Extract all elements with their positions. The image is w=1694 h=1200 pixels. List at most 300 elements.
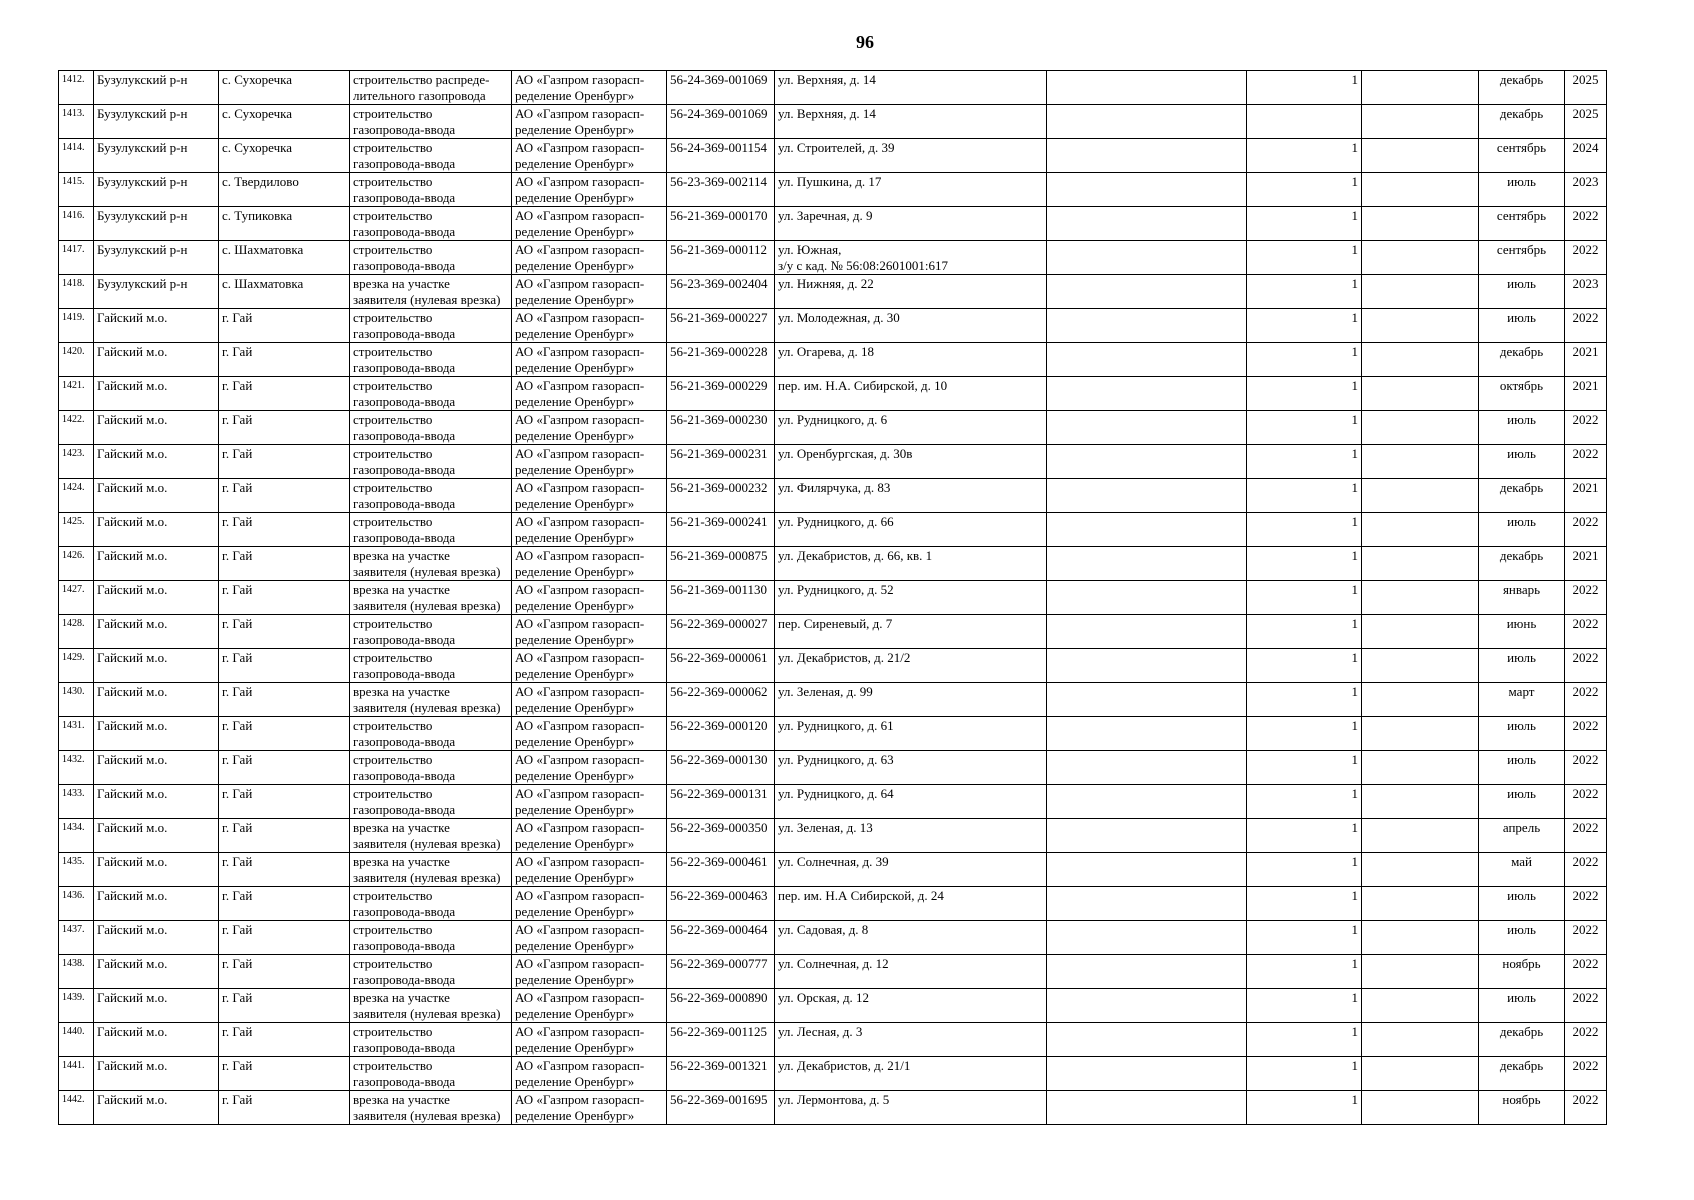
address-cell bbox=[775, 105, 1047, 139]
address-cell-line: ул. Солнечная, д. 12 bbox=[778, 956, 889, 971]
district-cell: Гайский м.о. bbox=[94, 343, 219, 377]
organization-cell-line: ределение Оренбург» bbox=[515, 666, 635, 681]
object-code-cell: 56-22-369-000464 bbox=[667, 921, 775, 955]
address-cell bbox=[775, 615, 1047, 649]
work-type-cell bbox=[350, 649, 512, 683]
table-row bbox=[59, 139, 1607, 173]
empty-cell bbox=[1047, 513, 1247, 547]
month-cell: март bbox=[1479, 683, 1565, 717]
empty-cell bbox=[1047, 921, 1247, 955]
address-cell bbox=[775, 785, 1047, 819]
district-cell: Бузулукский р-н bbox=[94, 105, 219, 139]
address-cell-line: ул. Лермонтова, д. 5 bbox=[778, 1092, 890, 1107]
work-type-cell-line: газопровода-ввода bbox=[353, 734, 456, 749]
district-cell: Бузулукский р-н bbox=[94, 71, 219, 105]
organization-cell-line: АО «Газпром газорасп- bbox=[515, 276, 645, 291]
object-code-cell: 56-22-369-001125 bbox=[667, 1023, 775, 1057]
settlement-cell: г. Гай bbox=[219, 513, 350, 547]
month-cell: сентябрь bbox=[1479, 207, 1565, 241]
work-type-cell bbox=[350, 683, 512, 717]
work-type-cell-line: заявителя (нулевая врезка) bbox=[353, 1108, 501, 1123]
row-number-cell: 1442. bbox=[59, 1091, 94, 1125]
year-cell: 2021 bbox=[1565, 479, 1607, 513]
organization-cell bbox=[512, 309, 667, 343]
organization-cell-line: АО «Газпром газорасп- bbox=[515, 412, 645, 427]
district-cell: Гайский м.о. bbox=[94, 411, 219, 445]
work-type-cell bbox=[350, 173, 512, 207]
work-type-cell-line: строительство bbox=[353, 1024, 433, 1039]
table-row bbox=[59, 411, 1607, 445]
district-cell: Гайский м.о. bbox=[94, 1057, 219, 1091]
work-type-cell bbox=[350, 139, 512, 173]
settlement-cell: г. Гай bbox=[219, 955, 350, 989]
organization-cell bbox=[512, 955, 667, 989]
settlement-cell: с. Тупиковка bbox=[219, 207, 350, 241]
year-cell: 2022 bbox=[1565, 989, 1607, 1023]
organization-cell-line: ределение Оренбург» bbox=[515, 292, 635, 307]
work-type-cell-line: заявителя (нулевая врезка) bbox=[353, 598, 501, 613]
table-row bbox=[59, 241, 1607, 275]
empty-cell bbox=[1047, 139, 1247, 173]
empty-cell bbox=[1047, 615, 1247, 649]
object-code-cell: 56-23-369-002114 bbox=[667, 173, 775, 207]
work-type-cell bbox=[350, 1023, 512, 1057]
address-cell-line: ул. Зеленая, д. 99 bbox=[778, 684, 873, 699]
address-cell-line: ул. Солнечная, д. 39 bbox=[778, 854, 889, 869]
organization-cell-line: АО «Газпром газорасп- bbox=[515, 990, 645, 1005]
count-cell: 1 bbox=[1247, 887, 1362, 921]
address-cell bbox=[775, 649, 1047, 683]
empty-cell bbox=[1047, 989, 1247, 1023]
organization-cell bbox=[512, 207, 667, 241]
work-type-cell-line: строительство bbox=[353, 242, 433, 257]
organization-cell-line: ределение Оренбург» bbox=[515, 360, 635, 375]
count-cell: 1 bbox=[1247, 241, 1362, 275]
organization-cell-line: ределение Оренбург» bbox=[515, 1006, 635, 1021]
year-cell: 2021 bbox=[1565, 547, 1607, 581]
address-cell bbox=[775, 921, 1047, 955]
empty-cell bbox=[1047, 445, 1247, 479]
year-cell: 2022 bbox=[1565, 751, 1607, 785]
object-code-cell: 56-22-369-000461 bbox=[667, 853, 775, 887]
organization-cell bbox=[512, 1023, 667, 1057]
work-type-cell-line: газопровода-ввода bbox=[353, 190, 456, 205]
work-type-cell-line: газопровода-ввода bbox=[353, 394, 456, 409]
empty-cell bbox=[1047, 275, 1247, 309]
work-type-cell-line: заявителя (нулевая врезка) bbox=[353, 292, 501, 307]
row-number-cell: 1422. bbox=[59, 411, 94, 445]
count-cell: 1 bbox=[1247, 445, 1362, 479]
organization-cell-line: ределение Оренбург» bbox=[515, 938, 635, 953]
empty-cell bbox=[1362, 819, 1479, 853]
empty-cell bbox=[1362, 887, 1479, 921]
work-type-cell bbox=[350, 309, 512, 343]
row-number-cell: 1418. bbox=[59, 275, 94, 309]
year-cell: 2022 bbox=[1565, 241, 1607, 275]
organization-cell-line: ределение Оренбург» bbox=[515, 836, 635, 851]
organization-cell-line: АО «Газпром газорасп- bbox=[515, 480, 645, 495]
month-cell: июль bbox=[1479, 751, 1565, 785]
empty-cell bbox=[1047, 887, 1247, 921]
organization-cell bbox=[512, 445, 667, 479]
organization-cell bbox=[512, 139, 667, 173]
object-code-cell: 56-22-369-000463 bbox=[667, 887, 775, 921]
address-cell bbox=[775, 887, 1047, 921]
object-code-cell: 56-21-369-000170 bbox=[667, 207, 775, 241]
work-type-cell-line: строительство bbox=[353, 786, 433, 801]
district-cell: Гайский м.о. bbox=[94, 921, 219, 955]
empty-cell bbox=[1047, 683, 1247, 717]
organization-cell bbox=[512, 887, 667, 921]
year-cell: 2024 bbox=[1565, 139, 1607, 173]
address-cell-line: ул. Лесная, д. 3 bbox=[778, 1024, 863, 1039]
table-row bbox=[59, 751, 1607, 785]
count-cell: 1 bbox=[1247, 309, 1362, 343]
address-cell bbox=[775, 71, 1047, 105]
empty-cell bbox=[1047, 479, 1247, 513]
settlement-cell: г. Гай bbox=[219, 615, 350, 649]
work-type-cell-line: строительство bbox=[353, 956, 433, 971]
count-cell: 1 bbox=[1247, 1091, 1362, 1125]
row-number-cell: 1424. bbox=[59, 479, 94, 513]
organization-cell-line: ределение Оренбург» bbox=[515, 564, 635, 579]
year-cell: 2022 bbox=[1565, 955, 1607, 989]
organization-cell-line: ределение Оренбург» bbox=[515, 224, 635, 239]
district-cell: Гайский м.о. bbox=[94, 989, 219, 1023]
organization-cell bbox=[512, 173, 667, 207]
address-cell bbox=[775, 275, 1047, 309]
work-type-cell-line: строительство распреде- bbox=[353, 72, 490, 87]
object-code-cell: 56-22-369-000130 bbox=[667, 751, 775, 785]
table-row bbox=[59, 173, 1607, 207]
count-cell: 1 bbox=[1247, 343, 1362, 377]
organization-cell-line: АО «Газпром газорасп- bbox=[515, 582, 645, 597]
count-cell: 1 bbox=[1247, 547, 1362, 581]
year-cell: 2021 bbox=[1565, 343, 1607, 377]
organization-cell bbox=[512, 921, 667, 955]
district-cell: Гайский м.о. bbox=[94, 479, 219, 513]
object-code-cell: 56-24-369-001069 bbox=[667, 105, 775, 139]
count-cell: 1 bbox=[1247, 989, 1362, 1023]
address-cell bbox=[775, 173, 1047, 207]
table-row bbox=[59, 1023, 1607, 1057]
month-cell: декабрь bbox=[1479, 547, 1565, 581]
organization-cell bbox=[512, 649, 667, 683]
organization-cell bbox=[512, 819, 667, 853]
year-cell: 2022 bbox=[1565, 683, 1607, 717]
object-code-cell: 56-22-369-000350 bbox=[667, 819, 775, 853]
organization-cell-line: АО «Газпром газорасп- bbox=[515, 752, 645, 767]
settlement-cell: с. Сухоречка bbox=[219, 105, 350, 139]
row-number-cell: 1412. bbox=[59, 71, 94, 105]
empty-cell bbox=[1362, 1057, 1479, 1091]
organization-cell-line: ределение Оренбург» bbox=[515, 122, 635, 137]
empty-cell bbox=[1047, 71, 1247, 105]
work-type-cell-line: строительство bbox=[353, 514, 433, 529]
district-cell: Гайский м.о. bbox=[94, 683, 219, 717]
organization-cell-line: АО «Газпром газорасп- bbox=[515, 1024, 645, 1039]
object-code-cell: 56-21-369-000229 bbox=[667, 377, 775, 411]
table-row bbox=[59, 547, 1607, 581]
work-type-cell-line: газопровода-ввода bbox=[353, 428, 456, 443]
organization-cell-line: АО «Газпром газорасп- bbox=[515, 718, 645, 733]
empty-cell bbox=[1047, 1057, 1247, 1091]
organization-cell-line: АО «Газпром газорасп- bbox=[515, 208, 645, 223]
row-number-cell: 1416. bbox=[59, 207, 94, 241]
address-cell bbox=[775, 343, 1047, 377]
empty-cell bbox=[1047, 717, 1247, 751]
table-row bbox=[59, 615, 1607, 649]
empty-cell bbox=[1047, 581, 1247, 615]
month-cell: ноябрь bbox=[1479, 1091, 1565, 1125]
work-type-cell bbox=[350, 343, 512, 377]
row-number-cell: 1420. bbox=[59, 343, 94, 377]
table-row bbox=[59, 649, 1607, 683]
organization-cell bbox=[512, 377, 667, 411]
object-code-cell: 56-21-369-000875 bbox=[667, 547, 775, 581]
empty-cell bbox=[1362, 139, 1479, 173]
organization-cell-line: АО «Газпром газорасп- bbox=[515, 72, 645, 87]
work-type-cell-line: заявителя (нулевая врезка) bbox=[353, 836, 501, 851]
empty-cell bbox=[1362, 615, 1479, 649]
organization-cell-line: АО «Газпром газорасп- bbox=[515, 446, 645, 461]
work-type-cell-line: строительство bbox=[353, 344, 433, 359]
count-cell: 1 bbox=[1247, 581, 1362, 615]
address-cell bbox=[775, 207, 1047, 241]
object-code-cell: 56-21-369-000232 bbox=[667, 479, 775, 513]
object-code-cell: 56-21-369-000228 bbox=[667, 343, 775, 377]
district-cell: Гайский м.о. bbox=[94, 717, 219, 751]
organization-cell-line: ределение Оренбург» bbox=[515, 496, 635, 511]
empty-cell bbox=[1362, 921, 1479, 955]
organization-cell-line: ределение Оренбург» bbox=[515, 530, 635, 545]
work-type-cell bbox=[350, 785, 512, 819]
count-cell: 1 bbox=[1247, 479, 1362, 513]
count-cell bbox=[1247, 105, 1362, 139]
month-cell: сентябрь bbox=[1479, 241, 1565, 275]
work-type-cell-line: газопровода-ввода bbox=[353, 632, 456, 647]
organization-cell-line: ределение Оренбург» bbox=[515, 904, 635, 919]
row-number-cell: 1415. bbox=[59, 173, 94, 207]
address-cell-line: ул. Рудницкого, д. 66 bbox=[778, 514, 894, 529]
count-cell: 1 bbox=[1247, 173, 1362, 207]
organization-cell-line: АО «Газпром газорасп- bbox=[515, 888, 645, 903]
work-type-cell-line: газопровода-ввода bbox=[353, 904, 456, 919]
address-cell-line: ул. Нижняя, д. 22 bbox=[778, 276, 874, 291]
district-cell: Гайский м.о. bbox=[94, 309, 219, 343]
empty-cell bbox=[1362, 513, 1479, 547]
organization-cell-line: ределение Оренбург» bbox=[515, 88, 635, 103]
count-cell: 1 bbox=[1247, 275, 1362, 309]
work-type-cell bbox=[350, 411, 512, 445]
address-cell bbox=[775, 377, 1047, 411]
work-type-cell bbox=[350, 717, 512, 751]
empty-cell bbox=[1047, 649, 1247, 683]
table-row bbox=[59, 581, 1607, 615]
work-type-cell-line: врезка на участке bbox=[353, 820, 450, 835]
year-cell: 2022 bbox=[1565, 207, 1607, 241]
count-cell: 1 bbox=[1247, 819, 1362, 853]
settlement-cell: г. Гай bbox=[219, 547, 350, 581]
address-cell-line: ул. Огарева, д. 18 bbox=[778, 344, 875, 359]
work-type-cell-line: врезка на участке bbox=[353, 854, 450, 869]
organization-cell-line: ределение Оренбург» bbox=[515, 632, 635, 647]
organization-cell-line: ределение Оренбург» bbox=[515, 734, 635, 749]
address-cell bbox=[775, 241, 1047, 275]
count-cell: 1 bbox=[1247, 615, 1362, 649]
empty-cell bbox=[1362, 207, 1479, 241]
address-cell-line: ул. Садовая, д. 8 bbox=[778, 922, 869, 937]
work-type-cell-line: заявителя (нулевая врезка) bbox=[353, 1006, 501, 1021]
empty-cell bbox=[1362, 989, 1479, 1023]
work-type-cell-line: заявителя (нулевая врезка) bbox=[353, 870, 501, 885]
address-cell bbox=[775, 683, 1047, 717]
work-type-cell-line: заявителя (нулевая врезка) bbox=[353, 564, 501, 579]
object-code-cell: 56-23-369-002404 bbox=[667, 275, 775, 309]
month-cell: июль bbox=[1479, 887, 1565, 921]
work-type-cell bbox=[350, 275, 512, 309]
district-cell: Гайский м.о. bbox=[94, 513, 219, 547]
year-cell: 2022 bbox=[1565, 1023, 1607, 1057]
district-cell: Бузулукский р-н bbox=[94, 275, 219, 309]
year-cell: 2022 bbox=[1565, 1057, 1607, 1091]
organization-cell-line: ределение Оренбург» bbox=[515, 326, 635, 341]
work-type-cell-line: строительство bbox=[353, 718, 433, 733]
district-cell: Гайский м.о. bbox=[94, 1023, 219, 1057]
empty-cell bbox=[1362, 71, 1479, 105]
settlement-cell: г. Гай bbox=[219, 343, 350, 377]
organization-cell-line: ределение Оренбург» bbox=[515, 258, 635, 273]
organization-cell bbox=[512, 105, 667, 139]
work-type-cell-line: газопровода-ввода bbox=[353, 360, 456, 375]
organization-cell-line: ределение Оренбург» bbox=[515, 1108, 635, 1123]
empty-cell bbox=[1047, 105, 1247, 139]
work-type-cell-line: строительство bbox=[353, 140, 433, 155]
organization-cell-line: ределение Оренбург» bbox=[515, 394, 635, 409]
row-number-cell: 1432. bbox=[59, 751, 94, 785]
empty-cell bbox=[1362, 309, 1479, 343]
row-number-cell: 1436. bbox=[59, 887, 94, 921]
organization-cell-line: АО «Газпром газорасп- bbox=[515, 140, 645, 155]
work-type-cell-line: строительство bbox=[353, 888, 433, 903]
empty-cell bbox=[1047, 309, 1247, 343]
year-cell: 2022 bbox=[1565, 411, 1607, 445]
work-type-cell-line: газопровода-ввода bbox=[353, 122, 456, 137]
empty-cell bbox=[1362, 377, 1479, 411]
work-type-cell-line: строительство bbox=[353, 310, 433, 325]
settlement-cell: с. Шахматовка bbox=[219, 275, 350, 309]
year-cell: 2022 bbox=[1565, 887, 1607, 921]
month-cell: декабрь bbox=[1479, 479, 1565, 513]
object-code-cell: 56-22-369-000062 bbox=[667, 683, 775, 717]
address-cell bbox=[775, 513, 1047, 547]
settlement-cell: г. Гай bbox=[219, 581, 350, 615]
empty-cell bbox=[1362, 547, 1479, 581]
month-cell: июль bbox=[1479, 717, 1565, 751]
count-cell: 1 bbox=[1247, 785, 1362, 819]
organization-cell-line: АО «Газпром газорасп- bbox=[515, 922, 645, 937]
organization-cell bbox=[512, 1057, 667, 1091]
organization-cell-line: ределение Оренбург» bbox=[515, 1040, 635, 1055]
empty-cell bbox=[1362, 581, 1479, 615]
year-cell: 2021 bbox=[1565, 377, 1607, 411]
district-cell: Гайский м.о. bbox=[94, 785, 219, 819]
work-type-cell-line: строительство bbox=[353, 412, 433, 427]
organization-cell bbox=[512, 989, 667, 1023]
count-cell: 1 bbox=[1247, 1057, 1362, 1091]
organization-cell-line: ределение Оренбург» bbox=[515, 700, 635, 715]
empty-cell bbox=[1362, 241, 1479, 275]
table-row bbox=[59, 819, 1607, 853]
month-cell: июль bbox=[1479, 411, 1565, 445]
month-cell: ноябрь bbox=[1479, 955, 1565, 989]
organization-cell-line: ределение Оренбург» bbox=[515, 1074, 635, 1089]
organization-cell-line: ределение Оренбург» bbox=[515, 768, 635, 783]
empty-cell bbox=[1362, 105, 1479, 139]
organization-cell-line: ределение Оренбург» bbox=[515, 972, 635, 987]
work-type-cell-line: строительство bbox=[353, 480, 433, 495]
settlement-cell: г. Гай bbox=[219, 819, 350, 853]
address-cell-line: ул. Заречная, д. 9 bbox=[778, 208, 873, 223]
district-cell: Бузулукский р-н bbox=[94, 207, 219, 241]
address-cell-line: пер. им. Н.А Сибирской, д. 24 bbox=[778, 888, 944, 903]
work-type-cell-line: газопровода-ввода bbox=[353, 326, 456, 341]
work-type-cell bbox=[350, 581, 512, 615]
address-cell-line: ул. Рудницкого, д. 52 bbox=[778, 582, 894, 597]
work-type-cell-line: газопровода-ввода bbox=[353, 768, 456, 783]
address-cell-line: пер. Сиреневый, д. 7 bbox=[778, 616, 893, 631]
work-type-cell bbox=[350, 547, 512, 581]
empty-cell bbox=[1047, 819, 1247, 853]
row-number-cell: 1423. bbox=[59, 445, 94, 479]
address-cell-line: ул. Южная, bbox=[778, 242, 842, 257]
month-cell: июль bbox=[1479, 989, 1565, 1023]
work-type-cell-line: строительство bbox=[353, 378, 433, 393]
work-type-cell-line: врезка на участке bbox=[353, 548, 450, 563]
work-type-cell-line: строительство bbox=[353, 208, 433, 223]
organization-cell-line: АО «Газпром газорасп- bbox=[515, 684, 645, 699]
work-type-cell-line: врезка на участке bbox=[353, 684, 450, 699]
organization-cell-line: АО «Газпром газорасп- bbox=[515, 616, 645, 631]
count-cell: 1 bbox=[1247, 71, 1362, 105]
address-cell bbox=[775, 1023, 1047, 1057]
empty-cell bbox=[1362, 411, 1479, 445]
work-type-cell bbox=[350, 955, 512, 989]
month-cell: сентябрь bbox=[1479, 139, 1565, 173]
object-code-cell: 56-24-369-001069 bbox=[667, 71, 775, 105]
work-type-cell-line: строительство bbox=[353, 174, 433, 189]
organization-cell bbox=[512, 241, 667, 275]
month-cell: октябрь bbox=[1479, 377, 1565, 411]
work-type-cell bbox=[350, 377, 512, 411]
object-code-cell: 56-22-369-001321 bbox=[667, 1057, 775, 1091]
empty-cell bbox=[1362, 275, 1479, 309]
empty-cell bbox=[1047, 411, 1247, 445]
organization-cell-line: АО «Газпром газорасп- bbox=[515, 1058, 645, 1073]
table-row bbox=[59, 105, 1607, 139]
empty-cell bbox=[1362, 717, 1479, 751]
empty-cell bbox=[1362, 1091, 1479, 1125]
object-code-cell: 56-24-369-001154 bbox=[667, 139, 775, 173]
object-code-cell: 56-22-369-000131 bbox=[667, 785, 775, 819]
empty-cell bbox=[1047, 377, 1247, 411]
year-cell: 2022 bbox=[1565, 853, 1607, 887]
month-cell: май bbox=[1479, 853, 1565, 887]
row-number-cell: 1437. bbox=[59, 921, 94, 955]
settlement-cell: г. Гай bbox=[219, 853, 350, 887]
organization-cell bbox=[512, 343, 667, 377]
address-cell bbox=[775, 581, 1047, 615]
